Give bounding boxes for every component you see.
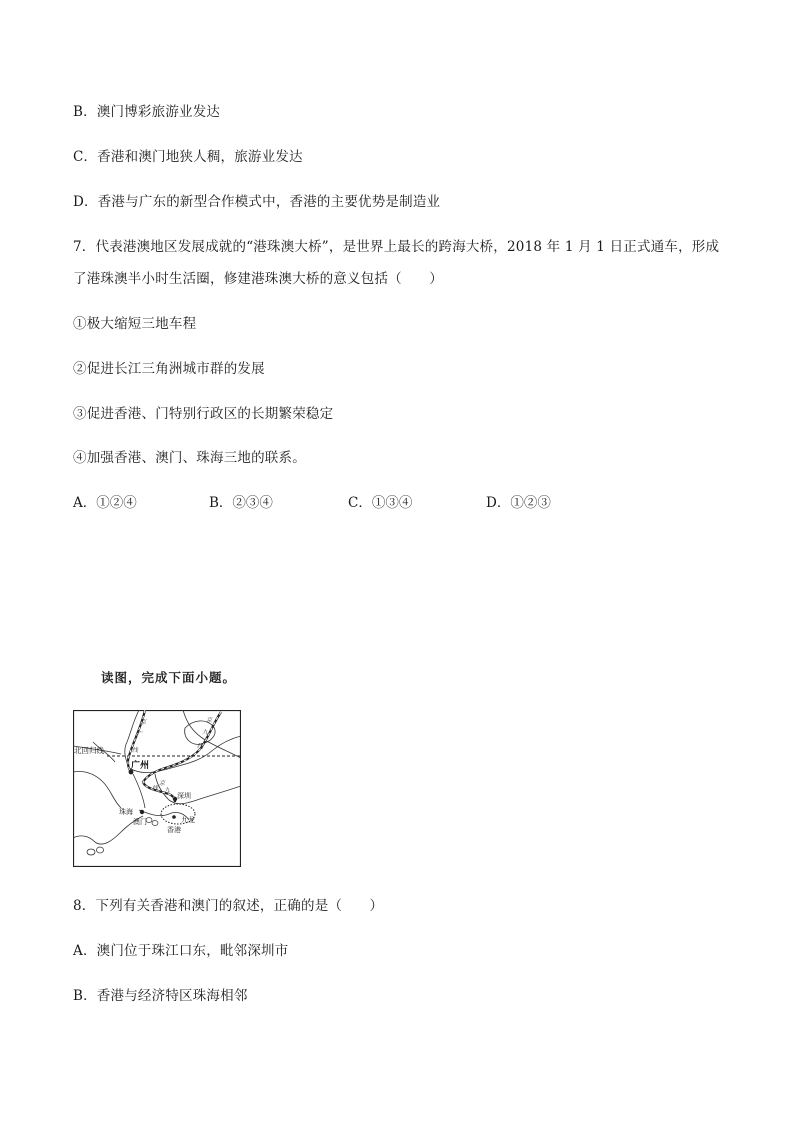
tropic-label: 北回归线	[74, 746, 104, 755]
zhuhai-dot	[140, 810, 144, 814]
q7-item-1: ①极大缩短三地车程	[73, 316, 197, 332]
shenzhen-label: 深圳	[177, 792, 191, 800]
option-c-prev: C．香港和澳门地狭人稠，旅游业发达	[73, 149, 303, 165]
q8-option-b[interactable]: B．香港与经济特区珠海相邻	[73, 988, 248, 1004]
pearl-river-delta-map	[73, 710, 241, 867]
q7-item-3: ③促进香港、门特别行政区的长期繁荣稳定	[73, 406, 334, 422]
map-instruction: 读图，完成下面小题。	[101, 670, 237, 685]
rail-char: 京	[140, 719, 147, 726]
q7-option-c[interactable]: C．①③④	[348, 495, 413, 511]
rail-char: 九	[164, 787, 171, 794]
macau-label: 澳门	[133, 818, 147, 826]
option-b-prev: B．澳门博彩旅游业发达	[73, 104, 221, 120]
hongkong-label: 香港	[167, 826, 181, 834]
question-8-stem: 8．下列有关香港和澳门的叙述，正确的是（ ）	[73, 898, 384, 914]
rail-char: 九	[202, 729, 209, 736]
q7-item-2: ②促进长江三角洲城市群的发展	[73, 361, 265, 377]
q8-option-a[interactable]: A．澳门位于珠江口东，毗邻深圳市	[73, 943, 289, 959]
question-7-line-1: 7．代表港澳地区发展成就的“港珠澳大桥”，是世界上最长的跨海大桥，2018 年 1 月 1 日正式通车，形成	[73, 239, 720, 255]
rail-char: 京	[206, 717, 213, 724]
rail-char: 线	[152, 785, 159, 792]
q7-option-a[interactable]: A．①②④	[73, 495, 137, 511]
guangzhou-label: 广州	[131, 761, 150, 771]
option-d-prev: D．香港与广东的新型合作模式中，香港的主要优势是制造业	[73, 194, 441, 210]
question-7-line-2: 了港珠澳半小时生活圈，修建港珠澳大桥的意义包括（ ）	[73, 271, 443, 287]
q7-item-4: ④加强香港、澳门、珠海三地的联系。	[73, 450, 306, 466]
q7-option-b[interactable]: B．②③④	[209, 495, 273, 511]
rail-char: 京	[159, 780, 166, 787]
q7-option-d[interactable]: D．①②③	[486, 495, 551, 511]
rail-char: 线	[197, 743, 204, 750]
kowloon-label: 九龙	[181, 816, 195, 824]
rail-char: 线	[132, 747, 139, 754]
rail-char: 广	[136, 731, 143, 738]
zhuhai-label: 珠海	[119, 808, 133, 816]
kowloon-dot	[172, 815, 176, 819]
